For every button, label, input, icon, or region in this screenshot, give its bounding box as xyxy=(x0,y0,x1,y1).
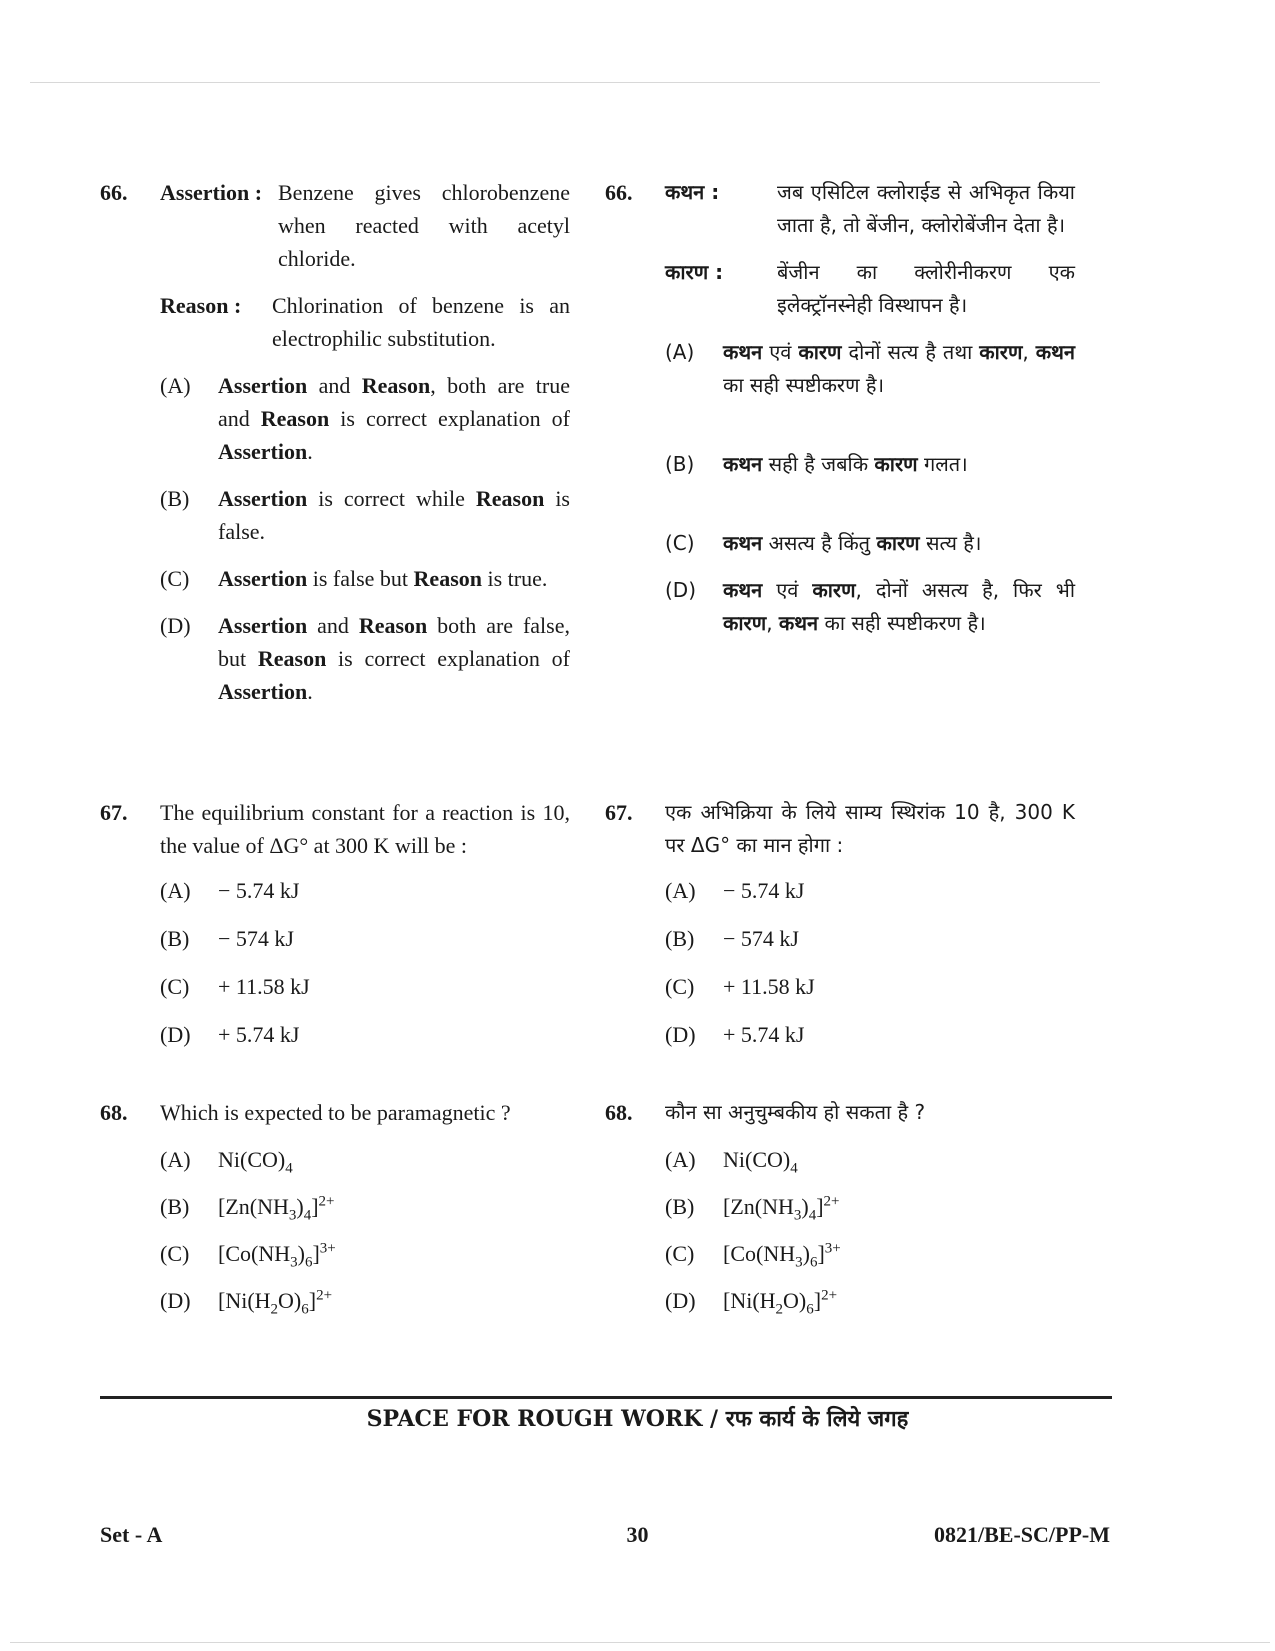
option-d[interactable] xyxy=(160,609,570,708)
assertion-text: Benzene gives chlorobenzene when reacted with acetyl chloride. xyxy=(278,180,570,271)
question-number: 67. xyxy=(100,800,128,825)
option-text: + 11.58 kJ xyxy=(723,974,815,999)
page-number: 30 xyxy=(626,1522,649,1547)
option-text: Assertion and Reason, both are true and Reason is correct explanation of Assertion. xyxy=(218,373,571,464)
option-letter: (C) xyxy=(665,974,695,999)
option-letter: (D) xyxy=(160,613,191,638)
paper-code: 0821/BE-SC/PP-M xyxy=(934,1522,1110,1547)
option-letter: (C) xyxy=(665,1241,695,1266)
option-letter: (D) xyxy=(665,1022,696,1047)
scan-line xyxy=(30,82,1100,83)
option-letter: (A) xyxy=(665,340,695,364)
option-b[interactable] xyxy=(665,922,1075,955)
english-column xyxy=(100,176,570,1317)
reason-row xyxy=(665,256,1075,322)
option-c[interactable] xyxy=(160,1237,570,1270)
option-c[interactable] xyxy=(665,1237,1075,1270)
option-b[interactable] xyxy=(160,922,570,955)
scan-line xyxy=(10,1642,1270,1643)
option-c[interactable] xyxy=(665,527,1075,560)
option-text: $[Co(NH_3)_6]^{3+}$ xyxy=(218,1240,336,1271)
option-d[interactable] xyxy=(665,1284,1075,1317)
question-66-hi xyxy=(605,176,1075,736)
question-67-en xyxy=(100,796,570,1096)
option-text: − 5.74 kJ xyxy=(218,878,300,903)
option-letter: (A) xyxy=(160,1147,191,1172)
option-a[interactable] xyxy=(160,1143,570,1176)
question-number: 67. xyxy=(605,800,633,825)
option-text: − 574 kJ xyxy=(723,926,799,951)
options-list xyxy=(665,1143,1075,1317)
option-letter: (B) xyxy=(665,452,695,476)
option-a[interactable] xyxy=(160,874,570,907)
question-number: 66. xyxy=(100,180,128,205)
option-a[interactable] xyxy=(665,874,1075,907)
reason-label: कारण : xyxy=(665,260,724,284)
option-a[interactable] xyxy=(160,369,570,468)
option-letter: (C) xyxy=(160,1241,190,1266)
question-number: 66. xyxy=(605,180,633,205)
option-letter: (A) xyxy=(160,878,191,903)
assertion-label: कथन : xyxy=(665,180,720,204)
question-68-en xyxy=(100,1096,570,1317)
option-text: − 5.74 kJ xyxy=(723,878,805,903)
option-letter: (C) xyxy=(665,531,695,555)
option-text: कथन एवं कारण, दोनों असत्य है, फिर भी कारण, कथन का सही स्पष्टीकरण है। xyxy=(723,578,1075,635)
option-text: + 5.74 kJ xyxy=(723,1022,805,1047)
option-text: + 5.74 kJ xyxy=(218,1022,300,1047)
option-d[interactable] xyxy=(665,574,1075,640)
question-stem: Which is expected to be paramagnetic ? xyxy=(160,1100,511,1125)
assertion-row xyxy=(665,176,1075,242)
option-text: $Ni(CO)_4$ xyxy=(218,1147,293,1177)
option-text: $[Zn(NH_3)_4]^{2+}$ xyxy=(723,1193,840,1224)
option-text: $Ni(CO)_4$ xyxy=(723,1147,798,1177)
option-letter: (B) xyxy=(160,486,190,511)
option-c[interactable] xyxy=(160,970,570,1003)
option-text: $[Co(NH_3)_6]^{3+}$ xyxy=(723,1240,841,1271)
option-letter: (D) xyxy=(665,1288,696,1313)
assertion-label: Assertion : xyxy=(160,180,263,205)
option-d[interactable] xyxy=(160,1284,570,1317)
rough-work-divider xyxy=(100,1396,1112,1399)
question-68-hi xyxy=(605,1096,1075,1317)
option-c[interactable] xyxy=(160,562,570,595)
reason-text: बेंजीन का क्लोरीनीकरण एक इलेक्ट्रॉनस्नेही विस्थापन है। xyxy=(777,260,1075,317)
option-a[interactable] xyxy=(665,336,1075,402)
option-letter: (A) xyxy=(665,1147,696,1172)
option-letter: (C) xyxy=(160,974,190,999)
question-stem: The equilibrium constant for a reaction is 10, the value of ΔG° at 300 K will be : xyxy=(160,800,570,858)
options-list xyxy=(160,874,570,1051)
option-d[interactable] xyxy=(160,1018,570,1051)
option-letter: (B) xyxy=(160,1194,190,1219)
option-letter: (B) xyxy=(665,1194,695,1219)
option-text: Assertion is false but Reason is true. xyxy=(218,566,548,591)
option-text: कथन असत्य है किंतु कारण सत्य है। xyxy=(723,531,982,555)
option-text: $[Ni(H_2O)_6]^{2+}$ xyxy=(218,1287,333,1318)
option-c[interactable] xyxy=(665,970,1075,1003)
question-67-hi xyxy=(605,796,1075,1096)
reason-row xyxy=(160,289,570,355)
question-stem: कौन सा अनुचुम्बकीय हो सकता है ? xyxy=(665,1100,926,1124)
options-list xyxy=(160,1143,570,1317)
option-text: Assertion is correct while Reason is false. xyxy=(218,486,570,544)
option-b[interactable] xyxy=(160,1190,570,1223)
option-text: कथन सही है जबकि कारण गलत। xyxy=(723,452,968,476)
reason-label: Reason : xyxy=(160,293,242,318)
option-letter: (A) xyxy=(665,878,696,903)
options-list xyxy=(665,336,1075,640)
options-list xyxy=(160,369,570,708)
option-b[interactable] xyxy=(665,1190,1075,1223)
assertion-row xyxy=(160,176,570,275)
option-letter: (C) xyxy=(160,566,190,591)
option-letter: (B) xyxy=(160,926,190,951)
option-text: कथन एवं कारण दोनों सत्य है तथा कारण, कथन का सही स्पष्टीकरण है। xyxy=(723,340,1075,397)
option-b[interactable] xyxy=(160,482,570,548)
option-letter: (D) xyxy=(665,578,697,602)
option-text: + 11.58 kJ xyxy=(218,974,310,999)
options-list xyxy=(665,874,1075,1051)
hindi-column xyxy=(605,176,1075,1317)
option-b[interactable] xyxy=(665,448,1075,481)
option-text: $[Ni(H_2O)_6]^{2+}$ xyxy=(723,1287,838,1318)
question-number: 68. xyxy=(605,1100,633,1125)
assertion-text: जब एसिटिल क्लोराईड से अभिकृत किया जाता है, तो बेंजीन, क्लोरोबेंजीन देता है। xyxy=(777,180,1075,237)
option-d[interactable] xyxy=(665,1018,1075,1051)
option-text: Assertion and Reason both are false, but Reason is correct explanation of Assertion. xyxy=(218,613,571,704)
option-letter: (B) xyxy=(665,926,695,951)
option-letter: (D) xyxy=(160,1022,191,1047)
option-letter: (A) xyxy=(160,373,191,398)
option-letter: (D) xyxy=(160,1288,191,1313)
reason-text: Chlorination of benzene is an electrophilic substitution. xyxy=(272,293,570,351)
option-text: − 574 kJ xyxy=(218,926,294,951)
option-text: $[Zn(NH_3)_4]^{2+}$ xyxy=(218,1193,335,1224)
set-label: Set - A xyxy=(100,1522,163,1547)
question-66-en xyxy=(100,176,570,736)
rough-work-label: SPACE FOR ROUGH WORK / रफ कार्य के लिये जगह xyxy=(366,1406,909,1432)
option-a[interactable] xyxy=(665,1143,1075,1176)
question-number: 68. xyxy=(100,1100,128,1125)
question-stem: एक अभिक्रिया के लिये साम्य स्थिरांक 10 है, 300 K पर ΔG° का मान होगा : xyxy=(665,800,1075,857)
